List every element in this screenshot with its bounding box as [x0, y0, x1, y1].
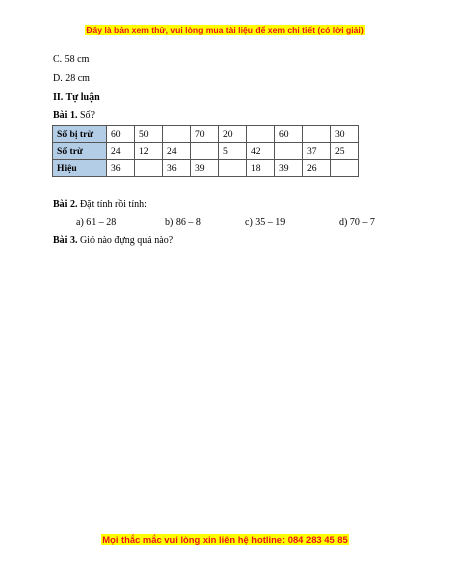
- table-cell: 39: [191, 160, 219, 177]
- bai2-text: Đặt tính rồi tính:: [77, 199, 147, 210]
- hotline-footer: [0, 534, 450, 545]
- table-cell: 36: [163, 160, 191, 177]
- bai1-heading: [53, 110, 95, 121]
- table-cell: [191, 143, 219, 160]
- table-cell: 26: [303, 160, 331, 177]
- bai2-item-b: b) 86 – 8: [165, 217, 201, 228]
- bai2-label: Bài 2.: [53, 199, 78, 210]
- table-cell: 60: [275, 126, 303, 143]
- table-cell: 37: [303, 143, 331, 160]
- table-cell: [303, 126, 331, 143]
- hotline-text: Mọi thắc mắc vui lòng xin liên hệ hotline: 084 283 45 85: [102, 534, 348, 545]
- bai2-item-c: c) 35 – 19: [245, 217, 286, 228]
- table-cell: 39: [275, 160, 303, 177]
- table-cell: [247, 126, 275, 143]
- table-cell: 24: [163, 143, 191, 160]
- preview-notice-banner: [0, 25, 450, 35]
- table-cell: 36: [107, 160, 135, 177]
- table-cell: 25: [331, 143, 359, 160]
- bai2-heading: [53, 199, 147, 210]
- table-cell: [135, 160, 163, 177]
- row-header: Số trừ: [53, 143, 107, 160]
- table-cell: 24: [107, 143, 135, 160]
- preview-notice-text: Đây là bản xem thử, vui lòng mua tài liệu để xem chi tiết (có lời giải): [86, 25, 364, 35]
- bai1-label: Bài 1.: [53, 110, 78, 121]
- table-cell: 60: [107, 126, 135, 143]
- table-row: [53, 160, 359, 177]
- bai2-item-a: a) 61 – 28: [76, 217, 117, 228]
- bai2-item-d: d) 70 – 7: [339, 217, 375, 228]
- option-c: C. 58 cm: [53, 54, 90, 65]
- table-cell: 12: [135, 143, 163, 160]
- table-cell: 70: [191, 126, 219, 143]
- bai3-label: Bài 3.: [53, 235, 78, 246]
- row-header: Hiệu: [53, 160, 107, 177]
- table-cell: [219, 160, 247, 177]
- table-cell: [331, 160, 359, 177]
- subtraction-table: [52, 125, 359, 177]
- table-row: [53, 143, 359, 160]
- table-cell: 30: [331, 126, 359, 143]
- bai3-heading: [53, 235, 173, 246]
- bai3-text: Giỏ nào đựng quả nào?: [77, 235, 174, 246]
- table-cell: 18: [247, 160, 275, 177]
- bai1-text: Số?: [77, 110, 95, 121]
- table-cell: [163, 126, 191, 143]
- table-cell: 5: [219, 143, 247, 160]
- table-row: [53, 126, 359, 143]
- table-cell: 20: [219, 126, 247, 143]
- option-d: D. 28 cm: [53, 73, 90, 84]
- row-header: Số bị trừ: [53, 126, 107, 143]
- section-title: [53, 92, 100, 103]
- table-cell: 50: [135, 126, 163, 143]
- section-title-text: II. Tự luận: [53, 92, 100, 103]
- table-cell: [275, 143, 303, 160]
- table-cell: 42: [247, 143, 275, 160]
